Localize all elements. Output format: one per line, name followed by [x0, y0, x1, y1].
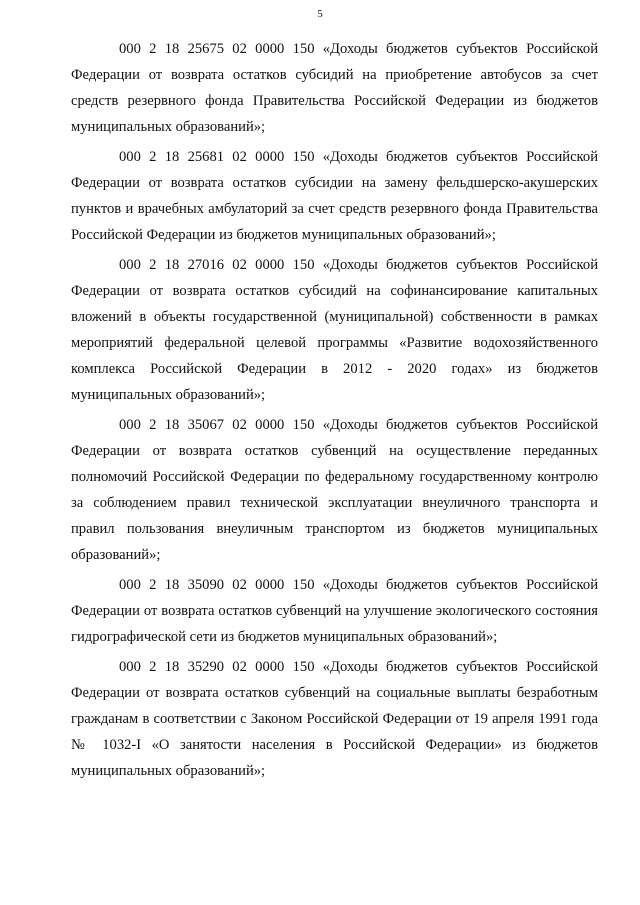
paragraph-code-25681: 000 2 18 25681 02 0000 150 «Доходы бюджетов субъектов Российской Федерации от возврата остатков субсидии на замену фельдшерско-акушерских пунктов и врачебных амбулаторий за счет средств резервного фонда Правительства Российской Федерации из бюджетов муниципальных образований»;: [71, 149, 598, 243]
paragraph-code-35067: 000 2 18 35067 02 0000 150 «Доходы бюджетов субъектов Российской Федерации от возврата остатков субвенций на осуществление переданных полномочий Российской Федерации по федеральному государственному контролю за соблюдением правил технической эксплуатации внеуличного транспорта и правил пользования внеуличным транспортом из бюджетов муниципальных образований»;: [71, 417, 598, 563]
document-body: [71, 36, 598, 788]
paragraph-code-35290: 000 2 18 35290 02 0000 150 «Доходы бюджетов субъектов Российской Федерации от возврата остатков субвенций на социальные выплаты безработным гражданам в соответствии с Законом Российской Федерации от 19 апреля 1991 года № 1032-I «О занятости населения в Российской Федерации» из бюджетов муниципальных образований»;: [71, 659, 598, 779]
paragraph-code-25675: 000 2 18 25675 02 0000 150 «Доходы бюджетов субъектов Российской Федерации от возврата остатков субсидий на приобретение автобусов за счет средств резервного фонда Правительства Российской Федерации из бюджетов муниципальных образований»;: [71, 41, 598, 135]
paragraph-code-27016: 000 2 18 27016 02 0000 150 «Доходы бюджетов субъектов Российской Федерации от возврата остатков субсидий на софинансирование капитальных вложений в объекты государственной (муниципальной) собственности в рамках мероприятий федеральной целевой программы «Развитие водохозяйственного комплекса Российской Федерации в 2012 - 2020 годах» из бюджетов муниципальных образований»;: [71, 257, 598, 403]
paragraph-code-35090: 000 2 18 35090 02 0000 150 «Доходы бюджетов субъектов Российской Федерации от возврата остатков субвенций на улучшение экологического состояния гидрографической сети из бюджетов муниципальных образований»;: [71, 577, 598, 645]
page-number: 5: [317, 8, 323, 20]
